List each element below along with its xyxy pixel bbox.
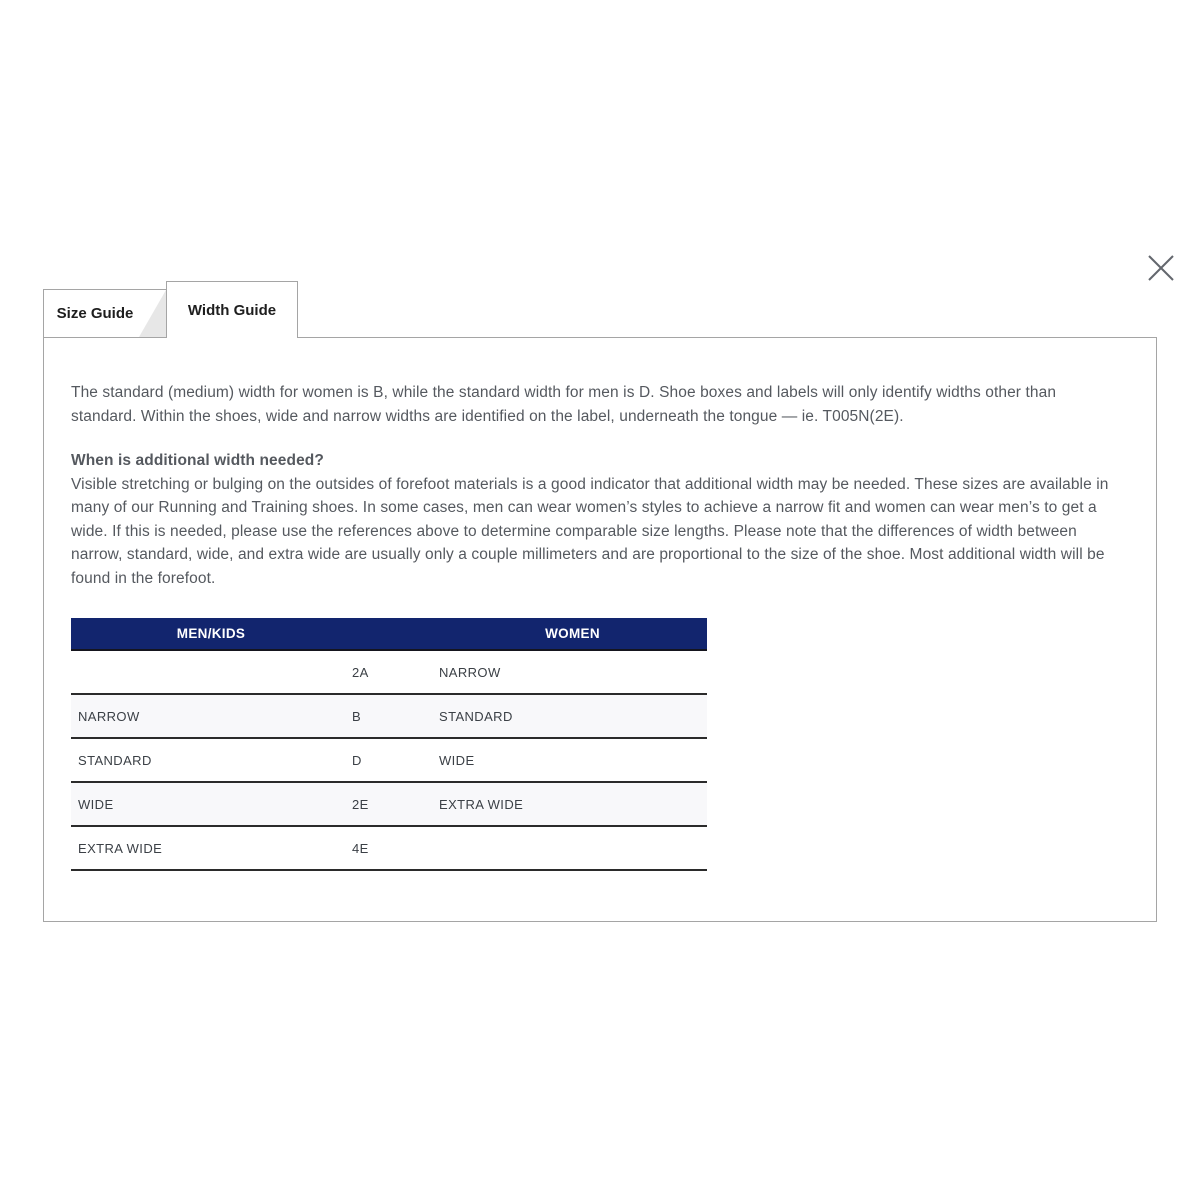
cell-men: EXTRA WIDE bbox=[78, 840, 163, 856]
additional-width-section bbox=[71, 449, 1119, 590]
cell-men: WIDE bbox=[78, 796, 114, 812]
close-icon bbox=[1144, 251, 1178, 285]
table-row bbox=[71, 783, 707, 827]
cell-code: 2E bbox=[352, 796, 369, 812]
cell-women: NARROW bbox=[439, 664, 501, 680]
cell-men: STANDARD bbox=[78, 752, 152, 768]
tab-fold-decoration bbox=[139, 290, 166, 337]
cell-code: 4E bbox=[352, 840, 369, 856]
section-heading: When is additional width needed? bbox=[71, 452, 324, 469]
tab-width-guide-label: Width Guide bbox=[187, 301, 277, 319]
intro-paragraph: The standard (medium) width for women is B, while the standard width for men is D. Shoe boxes and labels will only identify widths other than standard. Within the shoes, wide and narrow widths are identified on the label, underneath the tongue — ie. T005N(2E). bbox=[71, 384, 1057, 425]
cell-women: EXTRA WIDE bbox=[439, 796, 524, 812]
table-row bbox=[71, 651, 707, 695]
table-header-row bbox=[71, 618, 707, 651]
cell-women: STANDARD bbox=[439, 708, 513, 724]
table-row bbox=[71, 695, 707, 739]
width-comparison-table bbox=[71, 618, 707, 871]
header-men-kids: MEN/KIDS bbox=[176, 626, 246, 641]
cell-code: B bbox=[352, 708, 362, 724]
cell-code: 2A bbox=[352, 664, 369, 680]
guide-tabs bbox=[43, 281, 1157, 337]
header-code-spacer bbox=[351, 618, 438, 649]
header-women: WOMEN bbox=[545, 626, 600, 641]
table-row bbox=[71, 827, 707, 871]
section-body: Visible stretching or bulging on the outsides of forefoot materials is a good indicator that additional width may be needed. These sizes are available in many of our Running and Training shoes. In some cases, men can wear women’s styles to achieve a narrow fit and women can wear men’s to get a wide. If this is needed, please use the references above to determine comparable size lengths. Please note that the differences of width between narrow, standard, wide, and extra wide are usually only a couple millimeters and are proportional to the size of the shoe. Most additional width will be found in the forefoot. bbox=[71, 475, 1109, 587]
width-guide-panel bbox=[43, 337, 1157, 922]
size-width-guide-modal bbox=[43, 281, 1157, 922]
cell-code: D bbox=[352, 752, 362, 768]
tab-size-guide-label: Size Guide bbox=[56, 305, 134, 322]
tab-width-guide[interactable] bbox=[166, 281, 298, 338]
table-row bbox=[71, 739, 707, 783]
cell-women: WIDE bbox=[439, 752, 475, 768]
tab-size-guide[interactable] bbox=[43, 289, 166, 337]
cell-men: NARROW bbox=[78, 708, 140, 724]
